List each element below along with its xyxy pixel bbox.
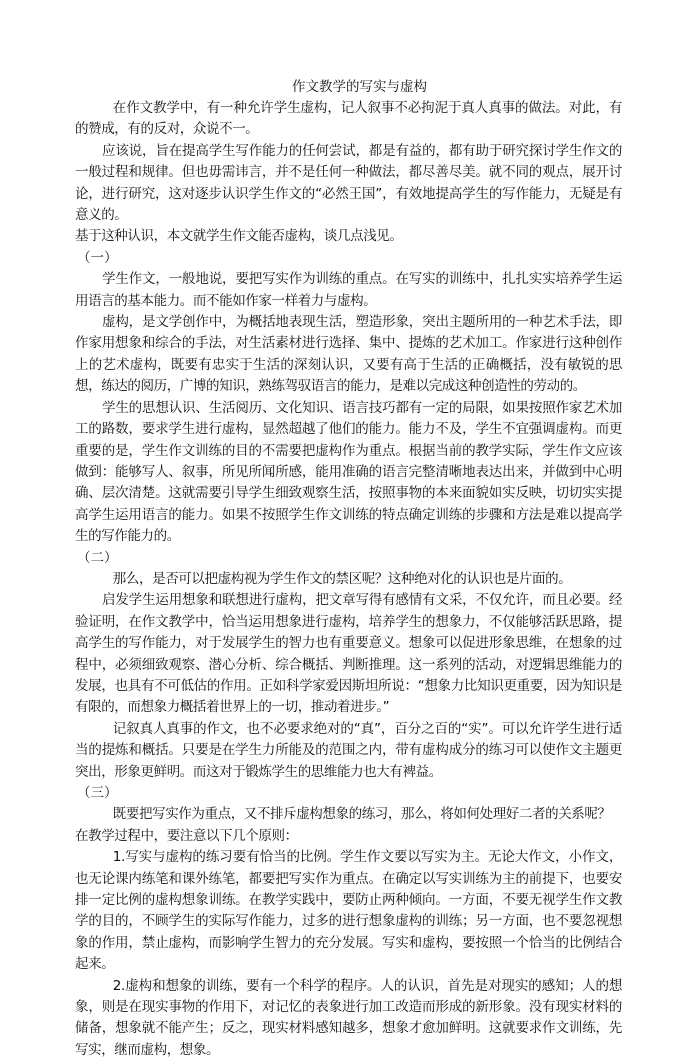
section-2-paragraph-3: 记叙真人真事的作文，也不必要求绝对的“真”，百分之百的“实”。可以允许学生进行适当的提炼和概括。只要是在学生力所能及的范围之内，带有虚构成分的练习可以使作文主题更突出，形象更鲜明。而这对于锻炼学生的思维能力也大有裨益。 bbox=[75, 720, 622, 780]
section-2-paragraph-1: 那么，是否可以把虚构视为学生作文的禁区呢？这种绝对化的认识也是片面的。 bbox=[112, 570, 572, 587]
intro-paragraph-3: 基于这种认识，本文就学生作文能否虚构，谈几点浅见。 bbox=[75, 228, 403, 245]
intro-paragraph-2: 应该说，旨在提高学生写作能力的任何尝试，都是有益的，都有助于研究探讨学生作文的一般过程和规律。但也毋需讳言，并不是任何一种做法，都尽善尽美。就不同的观点，展开讨论，进行研究，这对逐步认识学生作文的“必然王国”，有效地提高学生的写作能力，无疑是有意义的。 bbox=[75, 142, 622, 224]
section-2-paragraph-2: 启发学生运用想象和联想进行虚构，把文章写得有感情有文采，不仅允许，而且必要。经验证明，在作文教学中，恰当运用想象进行虚构，培养学生的想象力，不仅能够活跃思路，提高学生的写作能力，对于发展学生的智力也有重要意义。想象可以促进形象思维，在想象的过程中，必须细致观察、潜心分析、综合概括、判断推理。这一系列的活动，对逻辑思维能力的发展，也具有不可低估的作用。正如科学家爱因斯坦所说：“想象力比知识更重要，因为知识是有限的，而想象力概括着世界上的一切，推动着进步。” bbox=[75, 592, 622, 716]
section-1-paragraph-1: 学生作文，一般地说，要把写实作为训练的重点。在写实的训练中，扎扎实实培养学生运用语言的基本能力。而不能如作家一样着力与虚构。 bbox=[75, 271, 622, 309]
section-heading-2: （二） bbox=[77, 549, 118, 566]
section-heading-3: （三） bbox=[77, 785, 118, 801]
section-1-paragraph-2: 虚构，是文学创作中，为概括地表现生活，塑造形象，突出主题所用的一种艺术手法，即作家用想象和综合的手法，对生活素材进行选择、集中、提炼的艺术加工。作家进行这种创作上的艺术虚构，既要有忠实于生活的深刻认识，又要有高于生活的正确概括，没有敏锐的思想，练达的阅历，广博的知识，熟练驾驭语言的能力，是难以完成这种创造性的劳动的。 bbox=[75, 314, 622, 395]
document-title: 作文教学的写实与虚构 bbox=[292, 79, 427, 95]
section-3-paragraph-2: 在教学过程中，要注意以下几个原则： bbox=[75, 827, 298, 844]
section-3-paragraph-4: 2.虚构和想象的训练，要有一个科学的程序。人的认识，首先是对现实的感知；人的想象，则是在现实事物的作用下，对记忆的表象进行加工改造而形成的新形象。没有现实材料的储备，想象就不能产生；反之，现实材料感知越多，想象才愈加鲜明。这就要求作文训练，先写实，继而虚构，想象。 bbox=[75, 977, 622, 1058]
section-heading-1: （一） bbox=[77, 249, 118, 266]
intro-paragraph-1: 在作文教学中，有一种允许学生虚构，记人叙事不必拘泥于真人真事的做法。对此，有的赞成，有的反对，众说不一。 bbox=[75, 100, 622, 138]
section-1-paragraph-3: 学生的思想认识、生活阅历、文化知识、语言技巧都有一定的局限，如果按照作家艺术加工的路数，要求学生进行虚构，显然超越了他们的能力。能力不及，学生不宜强调虚构。而更重要的是，学生作文训练的目的不需要把虚构作为重点。根据当前的教学实际，学生作文应该做到：能够写人、叙事，所见所闻所感，能用准确的语言完整清晰地表达出来，并做到中心明确、层次清楚。这就需要引导学生细致观察生活，按照事物的本来面貌如实反映，切切实实提高学生运用语言的能力。如果不按照学生作文训练的特点确定训练的步骤和方法是难以提高学生的写作能力的。 bbox=[75, 399, 622, 545]
section-3-paragraph-3: 1.写实与虚构的练习要有恰当的比例。学生作文要以写实为主。无论大作文，小作文，也无论课内练笔和课外练笔，都要把写实作为重点。在确定以写实训练为主的前提下，也要安排一定比例的虚构想象训练。在教学实践中，要防止两种倾向。一方面，不要无视学生作文教学的目的，不顾学生的实际写作能力，过多的进行想象虚构的训练；另一方面，也不要忽视想象的作用，禁止虚构，而影响学生智力的充分发展。写实和虚构，要按照一个恰当的比例结合起来。 bbox=[75, 849, 622, 973]
section-3-paragraph-1: 既要把写实作为重点，又不排斥虚构想象的练习，那么，将如何处理好二者的关系呢？ bbox=[112, 806, 611, 823]
